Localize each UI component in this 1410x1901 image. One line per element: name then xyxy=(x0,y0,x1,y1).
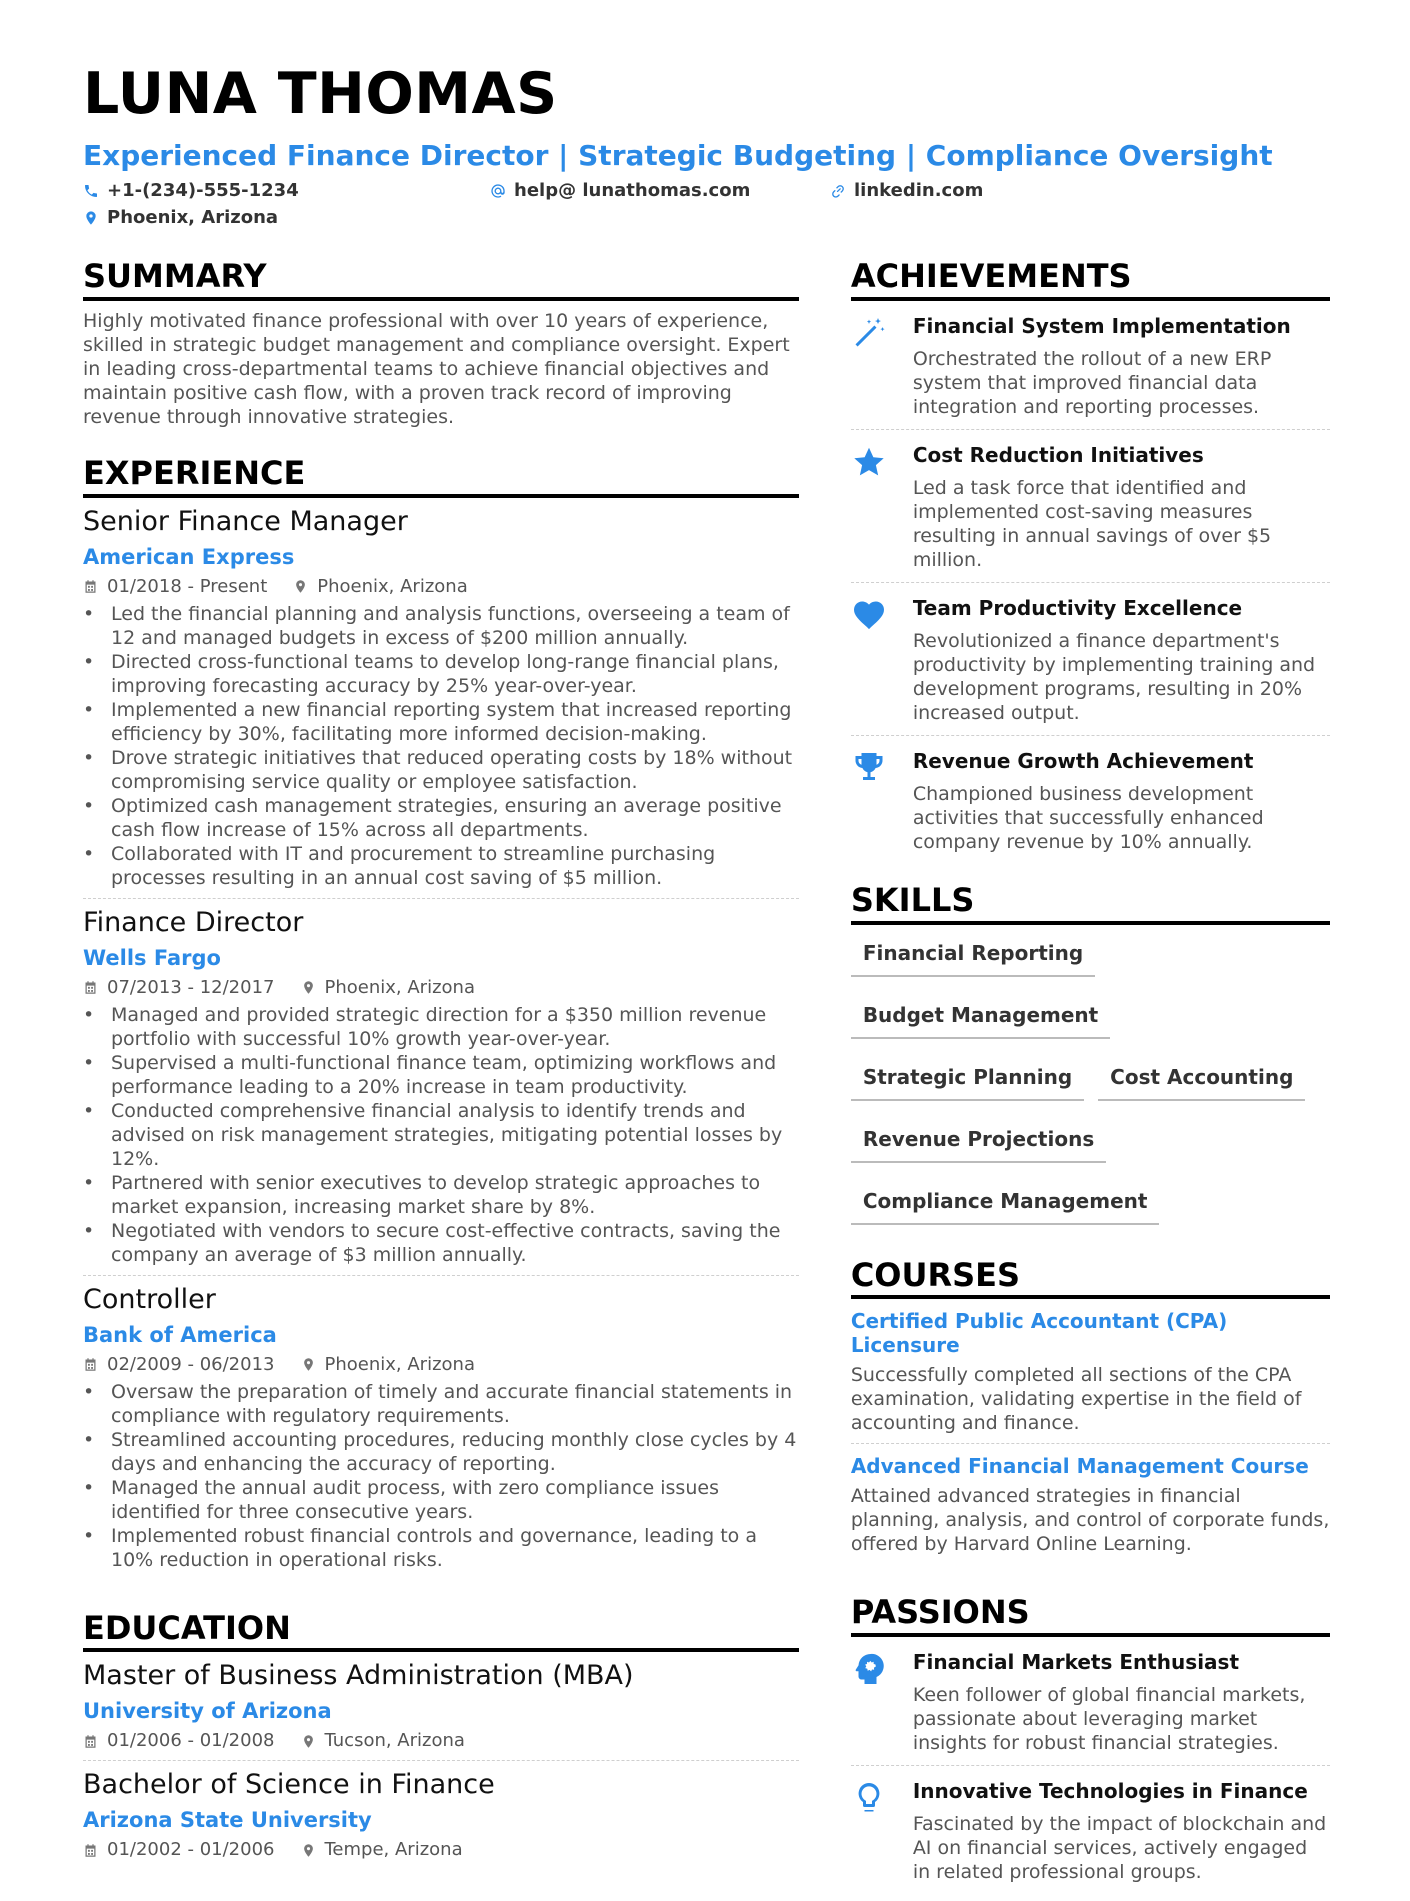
course-title: Advanced Financial Management Course xyxy=(850,1454,1309,1479)
job-title: Senior Finance Manager xyxy=(83,505,408,537)
school-name: University of Arizona xyxy=(83,1699,332,1724)
courses-heading: COURSES xyxy=(851,1257,1330,1300)
achievements-section xyxy=(851,258,1330,864)
job-bullet: • Oversaw the preparation of timely and accurate financial statements in compliance with regulatory requirements. xyxy=(83,1380,799,1428)
job-meta xyxy=(83,1354,799,1376)
contact-location xyxy=(83,207,278,228)
education-location-text: Tucson, Arizona xyxy=(324,1730,465,1752)
skill-tag: Budget Management xyxy=(851,997,1110,1039)
skill-tag: Financial Reporting xyxy=(851,935,1095,977)
right-column xyxy=(851,258,1330,1894)
job-bullet: • Optimized cash management strategies, ensuring an average positive cash flow increase of 15% across all departments. xyxy=(83,794,799,842)
job-bullet: • Collaborated with IT and procurement to streamline purchasing processes resulting in an annual cost saving of $5 million. xyxy=(83,842,799,890)
job-bullets xyxy=(83,1003,799,1267)
job-bullet: • Managed the annual audit process, with zero compliance issues identified for three consecutive years. xyxy=(83,1476,799,1524)
job-location xyxy=(301,1354,475,1376)
job-location xyxy=(301,977,475,999)
job-dates xyxy=(83,1354,275,1376)
courses-section xyxy=(851,1257,1330,1565)
job-bullet: • Streamlined accounting procedures, reducing monthly close cycles by 4 days and enhancing the accuracy of reporting. xyxy=(83,1428,799,1476)
link-icon xyxy=(830,183,846,199)
candidate-name: LUNA THOMAS xyxy=(83,61,558,127)
job-bullet: • Directed cross-functional teams to develop long-range financial plans, improving forecasting accuracy by 25% year-over-year. xyxy=(83,650,799,698)
job-bullet: • Supervised a multi-functional finance team, optimizing workflows and performance leading to a 20% increase in team productivity. xyxy=(83,1051,799,1099)
job-location-text: Phoenix, Arizona xyxy=(324,1353,475,1375)
calendar-icon xyxy=(83,1843,98,1858)
job-dates-text: 02/2009 - 06/2013 xyxy=(107,1353,275,1375)
phone-text: +1-(234)-555-1234 xyxy=(107,180,299,201)
summary-heading: SUMMARY xyxy=(83,258,799,301)
job-bullet: • Conducted comprehensive financial analysis to identify trends and advised on risk management strategies, mitigating potential losses by 12%. xyxy=(83,1099,799,1171)
achievement-icon-wrap xyxy=(851,748,889,854)
linkedin-text: linkedin.com xyxy=(854,180,984,201)
degree-title: Bachelor of Science in Finance xyxy=(83,1769,495,1801)
location-pin-icon xyxy=(293,579,308,594)
job-bullet: • Drove strategic initiatives that reduced operating costs by 18% without compromising service quality or employee satisfaction. xyxy=(83,746,799,794)
job-bullets xyxy=(83,602,799,890)
course-item xyxy=(851,1444,1330,1564)
job-bullet: • Implemented robust financial controls and governance, leading to a 10% reduction in operational risks. xyxy=(83,1524,799,1572)
passions-section xyxy=(851,1594,1330,1894)
skills-section xyxy=(851,882,1330,1245)
experience-entry xyxy=(83,899,799,1276)
achievement-item xyxy=(851,736,1330,864)
job-dates xyxy=(83,977,275,999)
magic-wand-icon xyxy=(851,315,887,351)
calendar-icon xyxy=(83,1357,98,1372)
achievement-title: Cost Reduction Initiatives xyxy=(912,442,1204,467)
at-icon xyxy=(490,183,506,199)
job-title: Finance Director xyxy=(83,906,304,938)
calendar-icon xyxy=(83,980,98,995)
location-pin-icon xyxy=(301,980,316,995)
course-desc: Successfully completed all sections of the CPA examination, validating expertise in the field of accounting and finance. xyxy=(850,1364,1302,1435)
headline: Experienced Finance Director | Strategic Budgeting | Compliance Oversight xyxy=(83,139,1273,172)
achievement-icon-wrap xyxy=(851,595,889,725)
passion-desc: Fascinated by the impact of blockchain and AI on financial services, actively engaged in related professional groups. xyxy=(912,1813,1327,1884)
head-brain-icon xyxy=(851,1651,887,1687)
education-location xyxy=(301,1839,463,1861)
achievement-title: Financial System Implementation xyxy=(912,313,1291,338)
education-entry xyxy=(83,1652,799,1761)
achievement-title: Revenue Growth Achievement xyxy=(912,748,1254,773)
passion-title: Financial Markets Enthusiast xyxy=(912,1650,1240,1675)
job-location xyxy=(293,576,467,598)
achievement-item xyxy=(851,301,1330,430)
location-pin-icon xyxy=(301,1734,316,1749)
job-dates xyxy=(83,576,267,598)
job-bullet: • Led the financial planning and analysis functions, overseeing a team of 12 and managed budgets in excess of $200 million annually. xyxy=(83,602,799,650)
location-pin-icon xyxy=(301,1357,316,1372)
passion-body xyxy=(913,1778,1330,1884)
job-bullet: • Partnered with senior executives to develop strategic approaches to market expansion, increasing market share by 8%. xyxy=(83,1171,799,1219)
skill-tag: Cost Accounting xyxy=(1098,1059,1305,1101)
job-bullet: • Negotiated with vendors to secure cost-effective contracts, saving the company an average of $3 million annually. xyxy=(83,1219,799,1267)
location-pin-icon xyxy=(83,210,99,226)
achievement-body xyxy=(913,313,1330,419)
job-title: Controller xyxy=(83,1283,216,1315)
summary-text: Highly motivated finance professional with over 10 years of experience, skilled in strategic budget management and compliance oversight. Expert in leading cross-departmental teams to achieve financial objectives and maintain positive cash flow, with a proven track record of improving revenue through innovative strategies. xyxy=(83,309,790,428)
passion-body xyxy=(913,1649,1330,1755)
calendar-icon xyxy=(83,579,98,594)
education-dates-text: 01/2006 - 01/2008 xyxy=(107,1730,275,1752)
passion-icon-wrap xyxy=(851,1778,889,1884)
email-text: help@ lunathomas.com xyxy=(514,180,751,201)
education-entry xyxy=(83,1761,799,1869)
education-dates xyxy=(83,1839,275,1861)
achievement-icon-wrap xyxy=(851,313,889,419)
skill-tag: Strategic Planning xyxy=(851,1059,1084,1101)
achievements-heading: ACHIEVEMENTS xyxy=(851,258,1330,301)
education-location xyxy=(301,1730,465,1752)
experience-entry xyxy=(83,1276,799,1580)
calendar-icon xyxy=(83,1734,98,1749)
passion-item xyxy=(851,1637,1330,1766)
skill-tag: Compliance Management xyxy=(851,1183,1160,1225)
education-meta xyxy=(83,1839,799,1861)
job-meta xyxy=(83,977,799,999)
education-location-text: Tempe, Arizona xyxy=(324,1839,463,1861)
achievement-item xyxy=(851,583,1330,736)
skill-tag: Revenue Projections xyxy=(851,1121,1106,1163)
degree-title: Master of Business Administration (MBA) xyxy=(83,1660,634,1692)
location-pin-icon xyxy=(301,1843,316,1858)
left-column xyxy=(83,258,799,1894)
achievement-body xyxy=(913,442,1330,572)
contact-info xyxy=(83,180,1330,238)
job-bullet: • Implemented a new financial reporting system that increased reporting efficiency by 30%, facilitating more informed decision-making. xyxy=(83,698,799,746)
phone-icon xyxy=(83,183,99,199)
company-name: American Express xyxy=(83,544,295,569)
achievement-desc: Championed business development activities that successfully enhanced company revenue by 10% annually. xyxy=(912,782,1264,853)
passions-heading: PASSIONS xyxy=(851,1594,1330,1637)
contact-phone xyxy=(83,180,299,201)
skills-list xyxy=(851,935,1330,1245)
education-section xyxy=(83,1610,799,1870)
job-dates-text: 07/2013 - 12/2017 xyxy=(107,976,275,998)
job-dates-text: 01/2018 - Present xyxy=(107,575,268,597)
job-location-text: Phoenix, Arizona xyxy=(317,575,468,597)
summary-section xyxy=(83,258,799,429)
passion-title: Innovative Technologies in Finance xyxy=(912,1779,1308,1804)
school-name: Arizona State University xyxy=(83,1808,372,1833)
resume-columns xyxy=(83,258,1330,1894)
skills-heading: SKILLS xyxy=(851,882,1330,925)
lightbulb-icon xyxy=(851,1780,887,1816)
achievement-icon-wrap xyxy=(851,442,889,572)
education-heading: EDUCATION xyxy=(83,1610,799,1653)
achievement-body xyxy=(913,595,1330,725)
achievement-desc: Revolutionized a finance department's productivity by implementing training and development programs, resulting in 20% increased output. xyxy=(912,629,1316,724)
experience-heading: EXPERIENCE xyxy=(83,455,799,498)
achievement-title: Team Productivity Excellence xyxy=(912,595,1243,620)
passion-item xyxy=(851,1766,1330,1894)
trophy-icon xyxy=(851,750,887,786)
job-bullet: • Managed and provided strategic direction for a $350 million revenue portfolio with successful 10% growth year-over-year. xyxy=(83,1003,799,1051)
job-location-text: Phoenix, Arizona xyxy=(324,976,475,998)
experience-entry xyxy=(83,498,799,899)
contact-email[interactable] xyxy=(490,180,750,201)
star-icon xyxy=(851,444,887,480)
heart-icon xyxy=(851,597,887,633)
job-bullets xyxy=(83,1380,799,1572)
course-title: Certified Public Accountant (CPA) Licensure xyxy=(850,1309,1228,1358)
passion-icon-wrap xyxy=(851,1649,889,1755)
company-name: Bank of America xyxy=(83,1322,277,1347)
job-meta xyxy=(83,576,799,598)
course-desc: Attained advanced strategies in financial planning, analysis, and control of corporate funds, offered by Harvard Online Learning. xyxy=(850,1485,1330,1556)
achievement-desc: Orchestrated the rollout of a new ERP system that improved financial data integration and reporting processes. xyxy=(912,347,1272,418)
achievement-item xyxy=(851,430,1330,583)
company-name: Wells Fargo xyxy=(83,945,221,970)
achievement-body xyxy=(913,748,1330,854)
education-dates-text: 01/2002 - 01/2006 xyxy=(107,1839,275,1861)
course-item xyxy=(851,1299,1330,1444)
passion-desc: Keen follower of global financial markets, passionate about leveraging market insights for robust financial strategies. xyxy=(912,1684,1306,1755)
education-meta xyxy=(83,1730,799,1752)
location-text: Phoenix, Arizona xyxy=(107,207,279,228)
achievement-desc: Led a task force that identified and implemented cost-saving measures resulting in annual savings of over $5 million. xyxy=(912,476,1272,571)
education-dates xyxy=(83,1730,275,1752)
experience-section xyxy=(83,455,799,1580)
contact-linkedin[interactable] xyxy=(830,180,983,201)
